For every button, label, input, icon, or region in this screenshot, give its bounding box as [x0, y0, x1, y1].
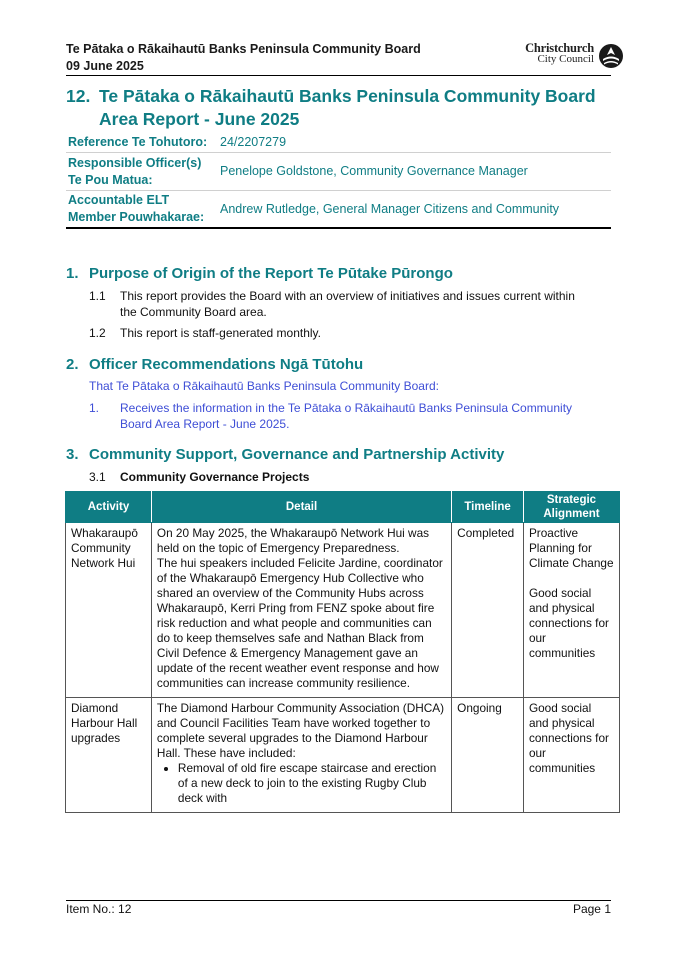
section-number: 2. — [66, 356, 79, 373]
alignment-cell — [523, 523, 619, 698]
column-header-activity: Activity — [66, 492, 152, 523]
recommendation-text: Receives the information in the Te Pātaka o Rākaihautū Banks Peninsula Community Board Area Report - June 2025. — [120, 401, 573, 431]
table-header-row — [66, 492, 620, 523]
header-board-name: Te Pātaka o Rākaihautū Banks Peninsula Community Board — [66, 42, 421, 56]
timeline-cell: Ongoing — [452, 698, 524, 813]
activity-cell: Whakaraupō Community Network Hui — [66, 523, 152, 698]
list-item: • Removal of old fire escape staircase and erection of a new deck to join to the existing Rugby Club deck with — [178, 761, 446, 806]
alignment-item: Good social and physical connections for our communities — [528, 586, 609, 660]
recommendation-number: 1. — [89, 401, 100, 415]
governance-projects-table — [65, 491, 620, 813]
alignment-item: Good social and physical connections for our communities — [528, 701, 609, 775]
section-title: Community Support, Governance and Partnership Activity — [89, 446, 505, 463]
report-number: 12. — [66, 86, 91, 106]
subsection-title: Community Governance Projects — [120, 470, 310, 484]
activity-cell: Diamond Harbour Hall upgrades — [66, 698, 152, 813]
section-title: Purpose of Origin of the Report Te Pūtake Pūrongo — [89, 265, 453, 282]
paragraph-text: This report is staff-generated monthly. — [120, 326, 321, 340]
header-divider — [66, 75, 611, 76]
table-row — [66, 698, 620, 813]
council-logo-icon — [598, 43, 624, 69]
detail-cell — [151, 523, 451, 698]
meta-key: Responsible Officer(s) Te Pou Matua: — [68, 156, 202, 187]
logo-line-2: City Council — [537, 53, 594, 65]
section-number: 3. — [66, 446, 79, 463]
detail-line: On 20 May 2025, the Whakaraupō Network Hui was held on the topic of Emergency Preparedness. — [156, 526, 430, 555]
recommendation-intro-text: That Te Pātaka o Rākaihautū Banks Peninsula Community Board: — [89, 379, 439, 393]
section-number: 1. — [66, 265, 79, 282]
paragraph-number: 1.2 — [89, 326, 106, 340]
page-header — [66, 41, 611, 75]
column-header-timeline: Timeline — [452, 492, 524, 523]
meta-value: 24/2207279 — [220, 135, 287, 149]
meta-key: Accountable ELT Member Pouwhakarae: — [68, 193, 205, 224]
council-logo — [509, 43, 624, 69]
section-title: Officer Recommendations Ngā Tūtohu — [89, 356, 364, 373]
timeline-cell: Completed — [452, 523, 524, 698]
detail-line: The hui speakers included Felicite Jardine, coordinator of the Whakaraupō Emergency Hub Collective who shared an overview of the Community Hubs across Whakaraupō, Kerri Pring from FENZ spoke about fire risk reduction and what people and communities can do to keep themselves safe and Nathan Black from Civil Defence & Emergency Management gave an update of the recent weather event response and how communities can increase community resilience. — [156, 556, 443, 690]
meta-value: Penelope Goldstone, Community Governance Manager — [220, 164, 528, 178]
detail-cell — [151, 698, 451, 813]
meta-divider — [66, 190, 611, 191]
logo-line-1: Christchurch — [525, 41, 594, 55]
meta-divider — [66, 152, 611, 153]
footer-page-number: Page 1 — [572, 902, 611, 916]
meta-bottom-rule — [66, 227, 611, 229]
footer-divider — [66, 900, 611, 901]
alignment-item: Proactive Planning for Climate Change — [528, 526, 614, 570]
detail-line: The Diamond Harbour Community Association (DHCA) and Council Facilities Team have worked together to complete several upgrades to the Diamond Harbour Hall. These have included: — [156, 701, 445, 760]
meta-value: Andrew Rutledge, General Manager Citizens and Community — [220, 202, 560, 216]
footer-item-number: Item No.: 12 — [66, 902, 132, 916]
column-header-detail: Detail — [151, 492, 451, 523]
alignment-cell — [523, 698, 619, 813]
detail-bullet-list — [157, 761, 446, 806]
header-date: 09 June 2025 — [66, 59, 144, 73]
recommendation-intro — [89, 378, 439, 394]
paragraph-number: 1.1 — [89, 289, 106, 303]
paragraph-text: This report provides the Board with an overview of initiatives and issues current within the Community Board area. — [120, 289, 575, 319]
meta-key: Reference Te Tohutoro: — [68, 135, 208, 149]
column-header-strategic-alignment: Strategic Alignment — [523, 492, 619, 523]
report-title-text: Te Pātaka o Rākaihautū Banks Peninsula Community Board Area Report - June 2025 — [99, 86, 596, 129]
table-row — [66, 523, 620, 698]
subsection-number: 3.1 — [89, 470, 106, 484]
